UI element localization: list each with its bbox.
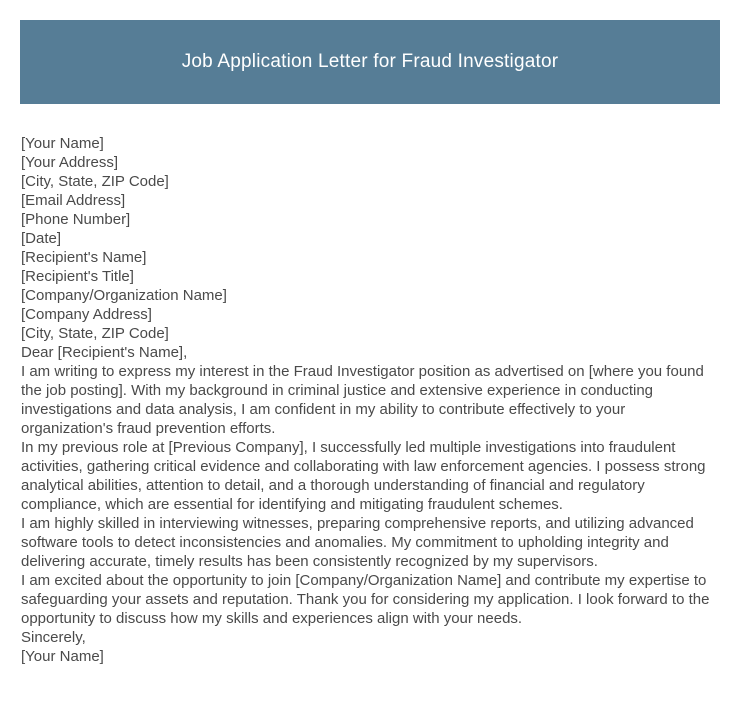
sender-phone-line: [Phone Number] [21,211,131,228]
recipient-title-line: [Recipient's Title] [21,268,134,285]
company-address-line: [Company Address] [21,306,152,323]
paragraph-introduction: I am writing to express my interest in the Fraud Investigator position as advertised on [where you found the job posting]. With my background in criminal justice and extensive experience in conducting investigations and data analysis, I am confident in my ability to contribute effectively to your organization's fraud prevention efforts. [21,363,704,437]
title-banner [20,20,720,104]
closing-line: Sincerely, [21,629,86,646]
signature-line: [Your Name] [21,648,104,665]
paragraph-skills: I am highly skilled in interviewing witnesses, preparing comprehensive reports, and utilizing advanced software tools to detect inconsistencies and anomalies. My commitment to upholding integrity and delivering accurate, timely results has been consistently recognized by my supervisors. [21,515,694,570]
company-city-line: [City, State, ZIP Code] [21,325,169,342]
company-name-line: [Company/Organization Name] [21,287,227,304]
salutation: Dear [Recipient's Name], [21,344,188,361]
letter-body [21,134,720,666]
sender-email-line: [Email Address] [21,192,126,209]
sender-name-line: [Your Name] [21,135,104,152]
date-line: [Date] [21,230,62,247]
sender-address-line: [Your Address] [21,154,119,171]
paragraph-closing: I am excited about the opportunity to join [Company/Organization Name] and contribute my expertise to safeguarding your assets and reputation. Thank you for considering my application. I look forward to the opportunity to discuss how my skills and experiences align with your needs. [21,572,710,627]
paragraph-experience: In my previous role at [Previous Company], I successfully led multiple investigations into fraudulent activities, gathering critical evidence and collaborating with law enforcement agencies. I possess strong analytical abilities, attention to detail, and a thorough understanding of financial and regulatory compliance, which are essential for identifying and mitigating fraudulent schemes. [21,439,706,513]
recipient-name-line: [Recipient's Name] [21,249,147,266]
sender-city-line: [City, State, ZIP Code] [21,173,169,190]
page-title: Job Application Letter for Fraud Investigator [181,51,559,72]
